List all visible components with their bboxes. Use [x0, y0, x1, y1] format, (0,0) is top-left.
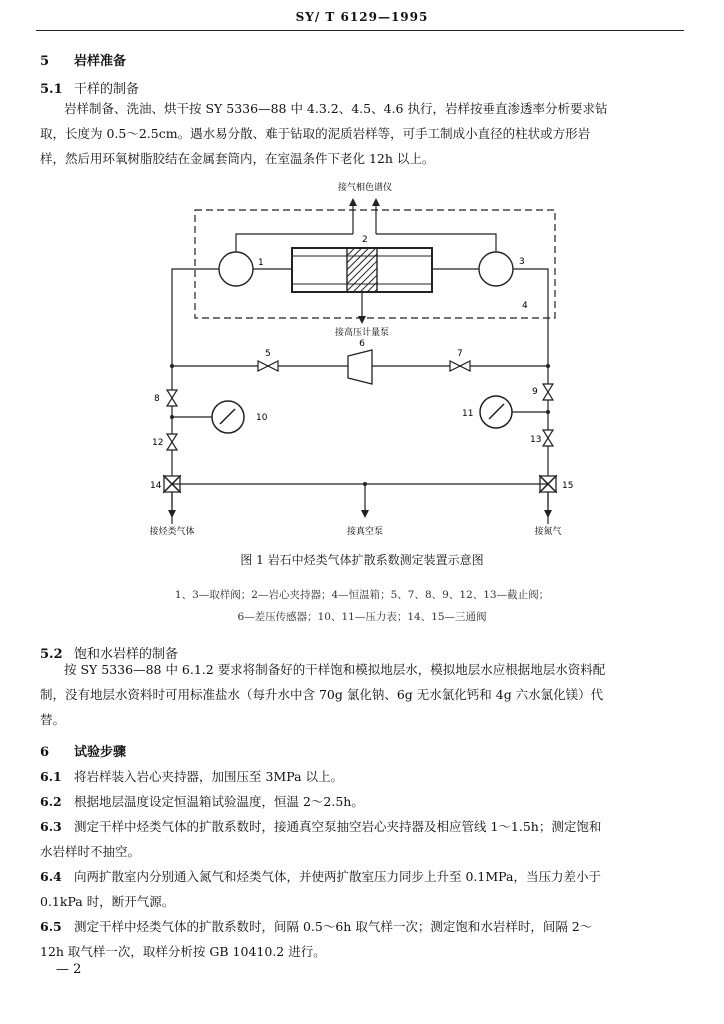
- valve-13: [543, 430, 553, 446]
- svg-text:3: 3: [519, 257, 525, 267]
- sampling-valve-3: [479, 252, 513, 286]
- valve-12: [167, 434, 177, 450]
- svg-text:11: 11: [462, 409, 474, 419]
- page-header: SY/ T 6129—1995: [295, 10, 429, 24]
- svg-text:5: 5: [265, 349, 271, 359]
- section-title: 干样的制备: [74, 82, 140, 97]
- section-5-1-body: [40, 96, 690, 171]
- section-title: 试验步骤: [74, 745, 127, 760]
- section-5-heading: [40, 50, 126, 69]
- section-number: 5.2: [40, 647, 63, 662]
- valve-8: [167, 390, 177, 406]
- valve-5: [258, 361, 278, 371]
- svg-text:14: 14: [150, 481, 162, 491]
- step-line: 6.1 将岩样装入岩心夹持器，加围压至 3MPa 以上。: [40, 769, 344, 784]
- svg-text:2: 2: [362, 235, 368, 245]
- svg-text:13: 13: [530, 435, 542, 445]
- section-5-2-body: [40, 657, 690, 732]
- svg-text:15: 15: [562, 481, 574, 491]
- apparatus-diagram: [140, 172, 580, 542]
- valve-9: [543, 384, 553, 400]
- section-title: 岩样准备: [74, 54, 127, 69]
- step-line: 12h 取气样一次，取样分析按 GB 10410.2 进行。: [40, 944, 326, 959]
- section-number: 6: [40, 745, 50, 760]
- svg-text:9: 9: [532, 387, 538, 397]
- paragraph-line: 取，长度为 0.5～2.5cm。遇水易分散、难于钻取的泥质岩样等，可手工制成小直径的柱状或方形岩: [40, 126, 591, 141]
- paragraph-line: 样，然后用环氧树脂胶结在金属套筒内，在室温条件下老化 12h 以上。: [40, 151, 435, 166]
- label-hydrocarbon-gas: 接烃类气体: [149, 527, 195, 537]
- paragraph-line: 岩样制备、洗油、烘干按 SY 5336—88 中 4.3.2、4.5、4.6 执行，岩样按垂直渗透率分析要求钻: [64, 101, 608, 116]
- valve-7: [450, 361, 470, 371]
- step-line: 6.2 根据地层温度设定恒温箱试验温度，恒温 2～2.5h。: [40, 794, 364, 809]
- label-high-pressure-pump: 接高压计量泵: [334, 328, 390, 338]
- paragraph-line: 制，没有地层水资料时可用标准盐水（每升水中含 70g 氯化钠、6g 无水氯化钙和 4g 六水氯化镁）代: [40, 687, 604, 702]
- core-sample: [347, 248, 377, 292]
- step-line: 0.1kPa 时，断开气源。: [40, 894, 175, 909]
- section-5-1-heading: [40, 78, 139, 97]
- svg-text:10: 10: [256, 413, 268, 423]
- label-nitrogen: 接氮气: [534, 527, 562, 537]
- svg-text:7: 7: [457, 349, 463, 359]
- step-line: 6.5 测定干样中烃类气体的扩散系数时，间隔 0.5～6h 取气样一次；测定饱和水岩样时，间隔 2～: [40, 919, 593, 934]
- sampling-valve-1: [219, 252, 253, 286]
- step-line: 6.3 测定干样中烃类气体的扩散系数时，接通真空泵抽空岩心夹持器及相应管线 1～1.5h；测定饱和: [40, 819, 602, 834]
- section-6-steps: [40, 764, 690, 964]
- section-title: 饱和水岩样的制备: [74, 647, 179, 662]
- section-6-heading: [40, 741, 126, 760]
- label-vacuum-pump: 接真空泵: [346, 527, 384, 537]
- figure-caption: 图 1 岩石中烃类气体扩散系数测定装置示意图: [240, 553, 484, 567]
- step-line: 水岩样时不抽空。: [40, 844, 141, 859]
- page-number: — 2: [56, 962, 82, 977]
- svg-text:8: 8: [154, 394, 160, 404]
- label-gas-chromatograph: 接气相色谱仪: [337, 183, 393, 193]
- figure-legend-line: 6—差压传感器；10、11—压力表；14、15—三通阀: [237, 611, 487, 623]
- header-rule: [36, 30, 684, 31]
- paragraph-line: 按 SY 5336—88 中 6.1.2 要求将制备好的干样饱和模拟地层水，模拟地层水应根据地层水资料配: [64, 662, 606, 677]
- section-number: 5: [40, 54, 50, 69]
- svg-text:12: 12: [152, 438, 164, 448]
- svg-text:4: 4: [522, 301, 528, 311]
- section-number: 5.1: [40, 82, 63, 97]
- figure-legend-line: 1、3—取样阀；2—岩心夹持器；4—恒温箱；5、7、8、9、12、13—截止阀；: [174, 589, 550, 601]
- pressure-diff-sensor-6: [348, 350, 372, 384]
- svg-text:1: 1: [258, 258, 264, 268]
- step-line: 6.4 向两扩散室内分别通入氮气和烃类气体，并使两扩散室压力同步上升至 0.1MPa，当压力差小于: [40, 869, 601, 884]
- paragraph-line: 替。: [40, 712, 66, 727]
- svg-text:6: 6: [359, 339, 365, 349]
